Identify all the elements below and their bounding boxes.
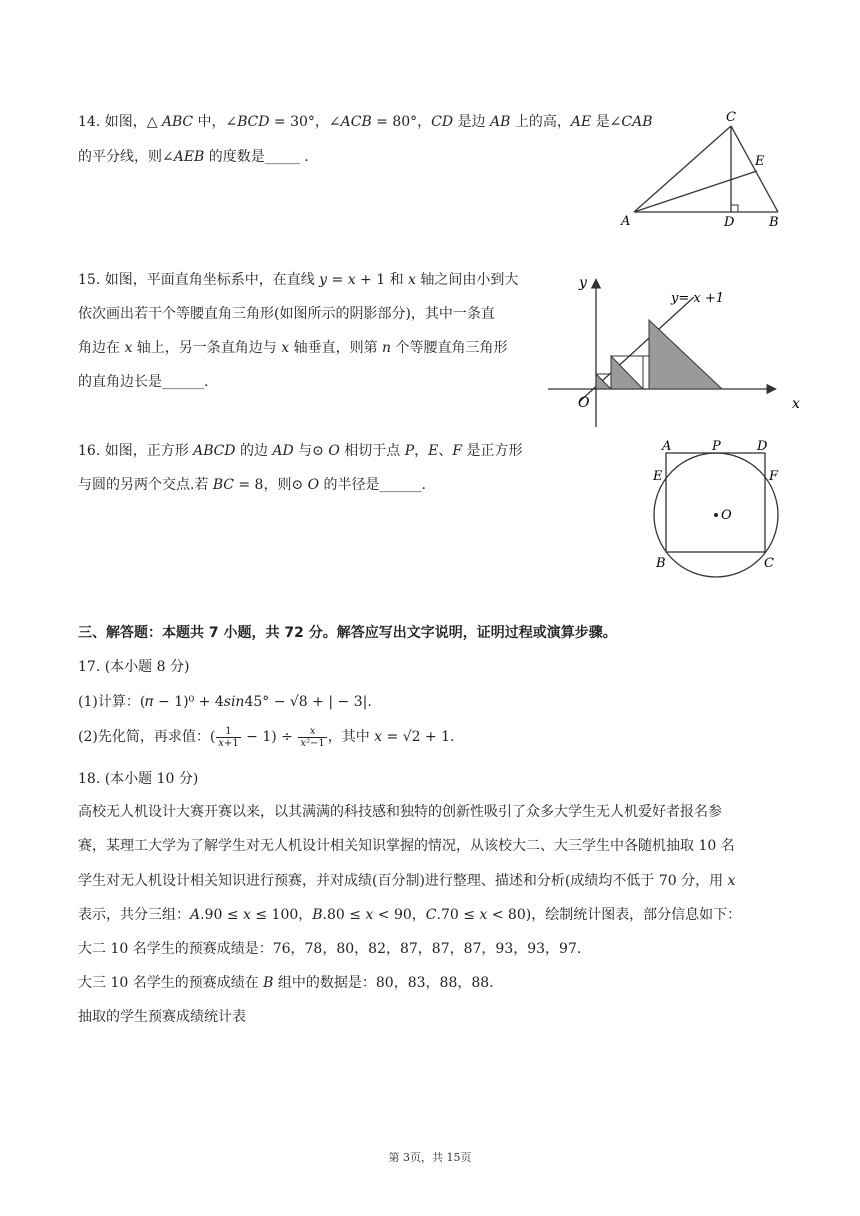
q14-triangle-figure (615, 108, 795, 232)
q14-label-d: D (724, 215, 735, 230)
q15-line2: 依次画出若干个等腰直角三角形(如图所示的阴影部分)，其中一条直 (78, 306, 495, 322)
q17-fraction-1 (216, 726, 240, 749)
q15-coordinate-figure (548, 262, 810, 432)
q14-label-a: A (621, 214, 631, 229)
q17-part2-prefix: (2)先化简，再求值：( (78, 729, 216, 745)
q16-label-p: P (712, 439, 721, 454)
q15-y-axis-label: y (579, 275, 587, 291)
q14-label-b: B (769, 215, 779, 230)
q16-label-o: O (721, 508, 732, 523)
q16-line2: 与圆的另两个交点.若 𝐵𝐶 = 8，则⊙ 𝑂 的半径是______. (78, 477, 426, 493)
q17-part1: (1)计算：(𝜋 − 1)⁰ + 4𝑠𝑖𝑛45° − √8 + | − 3|. (78, 694, 372, 710)
q14-line2: 的平分线，则∠𝐴𝐸𝐵 的度数是_____ . (78, 149, 309, 165)
q17-title: 17. (本小题 8 分) (78, 659, 190, 675)
q15-line1: 15. 如图，平面直角坐标系中，在直线 𝑦 = 𝑥 + 1 和 𝑥 轴之间由小到大 (78, 272, 519, 288)
q14-label-e: E (755, 154, 765, 169)
q18-table-caption: 抽取的学生预赛成绩统计表 (78, 1009, 246, 1025)
q15-line-label: y= x +1 (671, 291, 724, 306)
q16-label-f: F (769, 469, 779, 484)
q16-line1: 16. 如图，正方形 𝐴𝐵𝐶𝐷 的边 𝐴𝐷 与⊙ 𝑂 相切于点 𝑃，𝐸、𝐹 是正方形 (78, 443, 523, 459)
q18-paragraph-line-4: 表示，共分三组：𝐴.90 ≤ 𝑥 ≤ 100，𝐵.80 ≤ 𝑥 < 90，𝐶.70 ≤ 𝑥 < 80)，绘制统计图表，部分信息如下： (78, 907, 742, 923)
q18-paragraph-line-3: 学生对无人机设计相关知识进行预赛，并对成绩(百分制)进行整理、描述和分析(成绩均不低于 70 分，用 𝑥 (78, 873, 736, 889)
q17-part2-suffix: ，其中 𝑥 = √2 + 1. (327, 729, 455, 745)
q14-label-c: C (726, 110, 736, 125)
q18-paragraph-line-1: 高校无人机设计大赛开赛以来，以其满满的科技感和独特的创新性吸引了众多大学生无人机爱好者报名参 (78, 804, 722, 820)
q15-line4: 的直角边长是______. (78, 374, 209, 390)
q18-sophomore-scores: 大二 10 名学生的预赛成绩是：76，78，80，82，87，87，87，93，93，97. (78, 941, 582, 957)
q16-label-e: E (653, 469, 663, 484)
q15-origin-label: O (578, 395, 590, 411)
q15-line3: 角边在 𝑥 轴上，另一条直角边与 𝑥 轴垂直，则第 𝑛 个等腰直角三角形 (78, 340, 508, 356)
section-3-heading: 三、解答题：本题共 7 小题，共 72 分。解答应写出文字说明，证明过程或演算步骤。 (78, 625, 617, 641)
q17-fraction-2 (298, 726, 326, 749)
q17-fraction-1-numerator: 1 (216, 726, 240, 738)
q17-fraction-2-denominator: 𝑥²−1 (300, 737, 325, 749)
q17-part2 (78, 724, 455, 750)
q16-square-circle-figure (645, 436, 795, 578)
q17-fraction-2-numerator: 𝑥 (298, 726, 326, 738)
q14-line1: 14. 如图，△ 𝐴𝐵𝐶 中，∠𝐵𝐶𝐷 = 30°，∠𝐴𝐶𝐵 = 80°，𝐶𝐷 是边 𝐴𝐵 上的高，𝐴𝐸 是∠𝐶𝐴𝐵 (78, 114, 653, 130)
q16-label-b: B (656, 556, 666, 571)
page-footer: 第 3页，共 15页 (388, 1151, 472, 1164)
q16-label-d: D (757, 439, 768, 454)
q18-junior-group-b-scores: 大三 10 名学生的预赛成绩在 𝐵 组中的数据是：80，83，88，88. (78, 975, 494, 991)
q16-label-c: C (764, 556, 774, 571)
q18-title: 18. (本小题 10 分) (78, 771, 199, 787)
q17-part2-mid: − 1) ÷ (241, 729, 298, 745)
q16-label-a: A (662, 439, 672, 454)
q15-x-axis-label: x (792, 396, 800, 412)
q17-fraction-1-denominator: 𝑥+1 (218, 737, 239, 749)
q18-paragraph-line-2: 赛，某理工大学为了解学生对无人机设计相关知识掌握的情况，从该校大二、大三学生中各随机抽取 10 名 (78, 838, 735, 854)
